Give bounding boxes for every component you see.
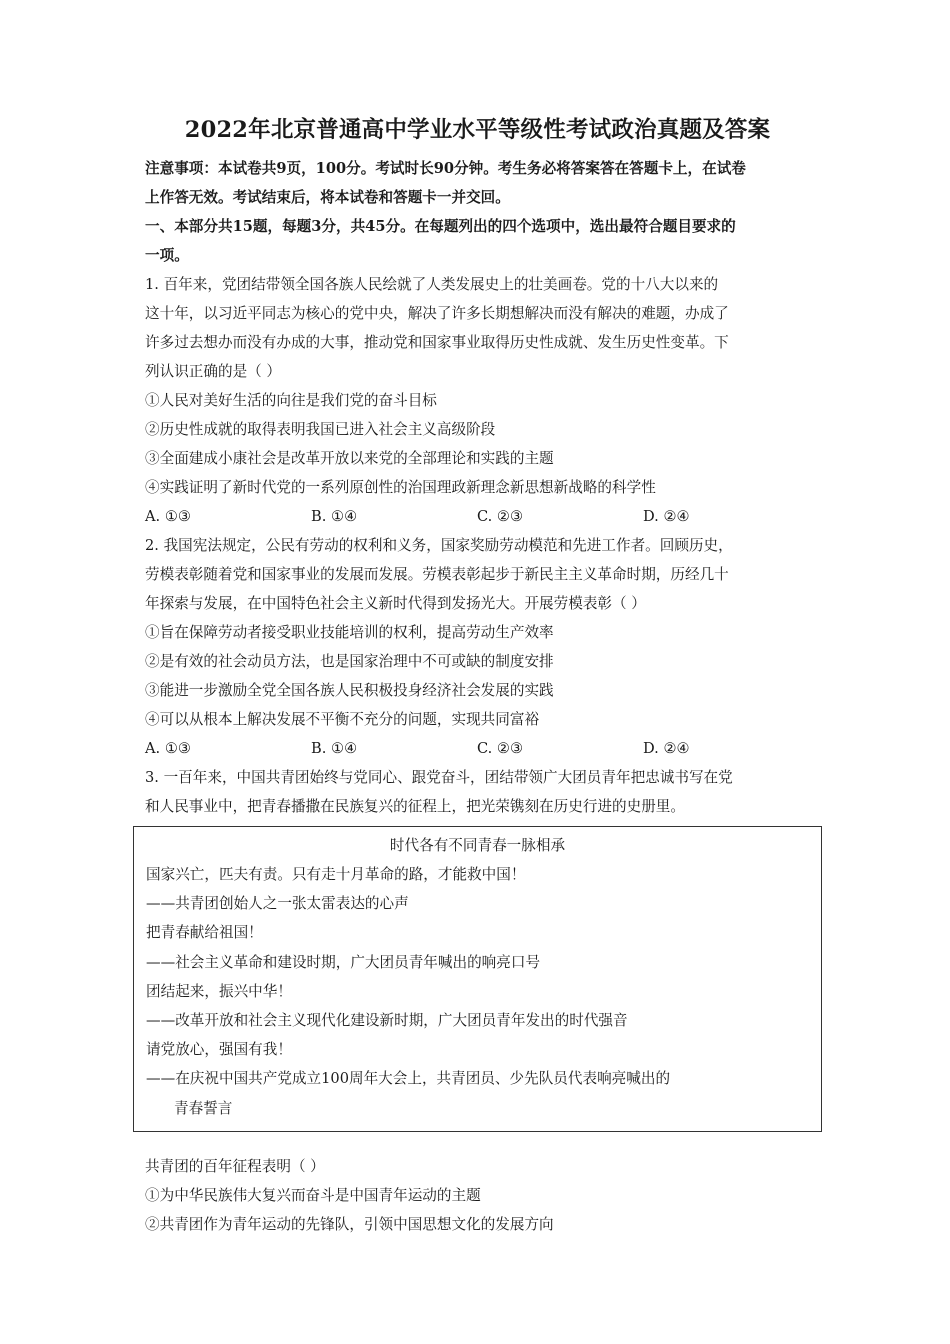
quote-line: 请党放心，强国有我！ <box>146 1041 292 1059</box>
option-b: B. ①④ <box>311 740 358 757</box>
quote-box <box>133 826 822 1132</box>
quote-line: 把青春献给祖国！ <box>146 924 263 942</box>
question-2 <box>145 531 810 763</box>
option-a: A. ①③ <box>145 740 191 757</box>
statement-item: ④可以从根本上解决发展不平衡不充分的问题，实现共同富裕 <box>145 711 540 728</box>
question-3 <box>145 763 810 1239</box>
spacer <box>145 1132 810 1152</box>
notice <box>145 154 810 212</box>
exam-page <box>145 112 810 1239</box>
quote-line: ——共青团创始人之一张太雷表达的心声 <box>146 895 409 913</box>
question-stem-line: 劳模表彰随着党和国家事业的发展而发展。劳模表彰起步于新民主主义革命时期，历经几十 <box>145 566 729 583</box>
question-prompt: 共青团的百年征程表明（ ） <box>145 1157 325 1175</box>
notice-line: 上作答无效。考试结束后，将本试卷和答题卡一并交回。 <box>145 189 510 206</box>
quote-line: 青春誓言 <box>174 1099 233 1117</box>
statement-item: ①旨在保障劳动者接受职业技能培训的权利，提高劳动生产效率 <box>145 624 554 641</box>
statement-item: ①人民对美好生活的向往是我们党的奋斗目标 <box>145 392 437 409</box>
option-d: D. ②④ <box>643 508 690 525</box>
question-stem-line: 许多过去想办而没有办成的大事，推动党和国家事业取得历史性成就、发生历史性变革。下 <box>145 334 729 351</box>
quote-line: 国家兴亡，匹夫有责。只有走十月革命的路，才能救中国！ <box>146 866 526 883</box>
section-heading <box>145 212 810 270</box>
quote-line: ——改革开放和社会主义现代化建设新时期，广大团员青年发出的时代强音 <box>146 1012 628 1030</box>
question-1 <box>145 270 810 531</box>
question-stem-line: 3. 一百年来，中国共青团始终与党同心、跟党奋斗，团结带领广大团员青年把忠诚书写在党 <box>145 769 733 786</box>
section-heading-line: 一项。 <box>145 247 189 264</box>
question-stem-line: 和人民事业中，把青春播撒在民族复兴的征程上，把光荣镌刻在历史行进的史册里。 <box>145 798 685 815</box>
document-title: 2022年北京普通高中学业水平等级性考试政治真题及答案 <box>184 117 771 143</box>
statement-item: ②历史性成就的取得表明我国已进入社会主义高级阶段 <box>145 421 496 438</box>
option-c: C. ②③ <box>477 508 524 525</box>
question-stem-line: 年探索与发展，在中国特色社会主义新时代得到发扬光大。开展劳模表彰（ ） <box>145 595 646 612</box>
question-stem-line: 1. 百年来，党团结带领全国各族人民绘就了人类发展史上的壮美画卷。党的十八大以来的 <box>145 276 719 293</box>
statement-item: ③全面建成小康社会是改革开放以来党的全部理论和实践的主题 <box>145 450 554 467</box>
question-stem-line: 列认识正确的是（ ） <box>145 363 281 380</box>
option-a: A. ①③ <box>145 508 191 525</box>
answer-options <box>145 502 810 531</box>
quote-line: 团结起来，振兴中华！ <box>146 982 292 1000</box>
statement-item: ②是有效的社会动员方法，也是国家治理中不可或缺的制度安排 <box>145 653 554 670</box>
notice-line: 注意事项：本试卷共9页，100分。考试时长90分钟。考生务必将答案答在答题卡上，在试卷 <box>145 160 746 177</box>
statement-item: ③能进一步激励全党全国各族人民积极投身经济社会发展的实践 <box>145 682 554 699</box>
statement-item: ①为中华民族伟大复兴而奋斗是中国青年运动的主题 <box>145 1186 481 1204</box>
section-heading-line: 一、本部分共15题，每题3分，共45分。在每题列出的四个选项中，选出最符合题目要求的 <box>145 218 736 235</box>
quote-line: ——在庆祝中国共产党成立100周年大会上，共青团员、少先队员代表响亮喊出的 <box>146 1070 671 1088</box>
question-stem-line: 2. 我国宪法规定，公民有劳动的权利和义务，国家奖励劳动模范和先进工作者。回顾历史， <box>145 537 733 554</box>
statement-item: ②共青团作为青年运动的先锋队，引领中国思想文化的发展方向 <box>145 1215 554 1233</box>
option-d: D. ②④ <box>643 740 690 757</box>
question-stem-line: 这十年，以习近平同志为核心的党中央，解决了许多长期想解决而没有解决的难题，办成了 <box>145 305 729 322</box>
quote-line: ——社会主义革命和建设时期，广大团员青年喊出的响亮口号 <box>146 953 541 971</box>
answer-options <box>145 734 810 763</box>
statement-item: ④实践证明了新时代党的一系列原创性的治国理政新理念新思想新战略的科学性 <box>145 479 656 496</box>
option-b: B. ①④ <box>311 508 358 525</box>
option-c: C. ②③ <box>477 740 524 757</box>
quote-box-title: 时代各有不同青春一脉相承 <box>389 837 566 854</box>
